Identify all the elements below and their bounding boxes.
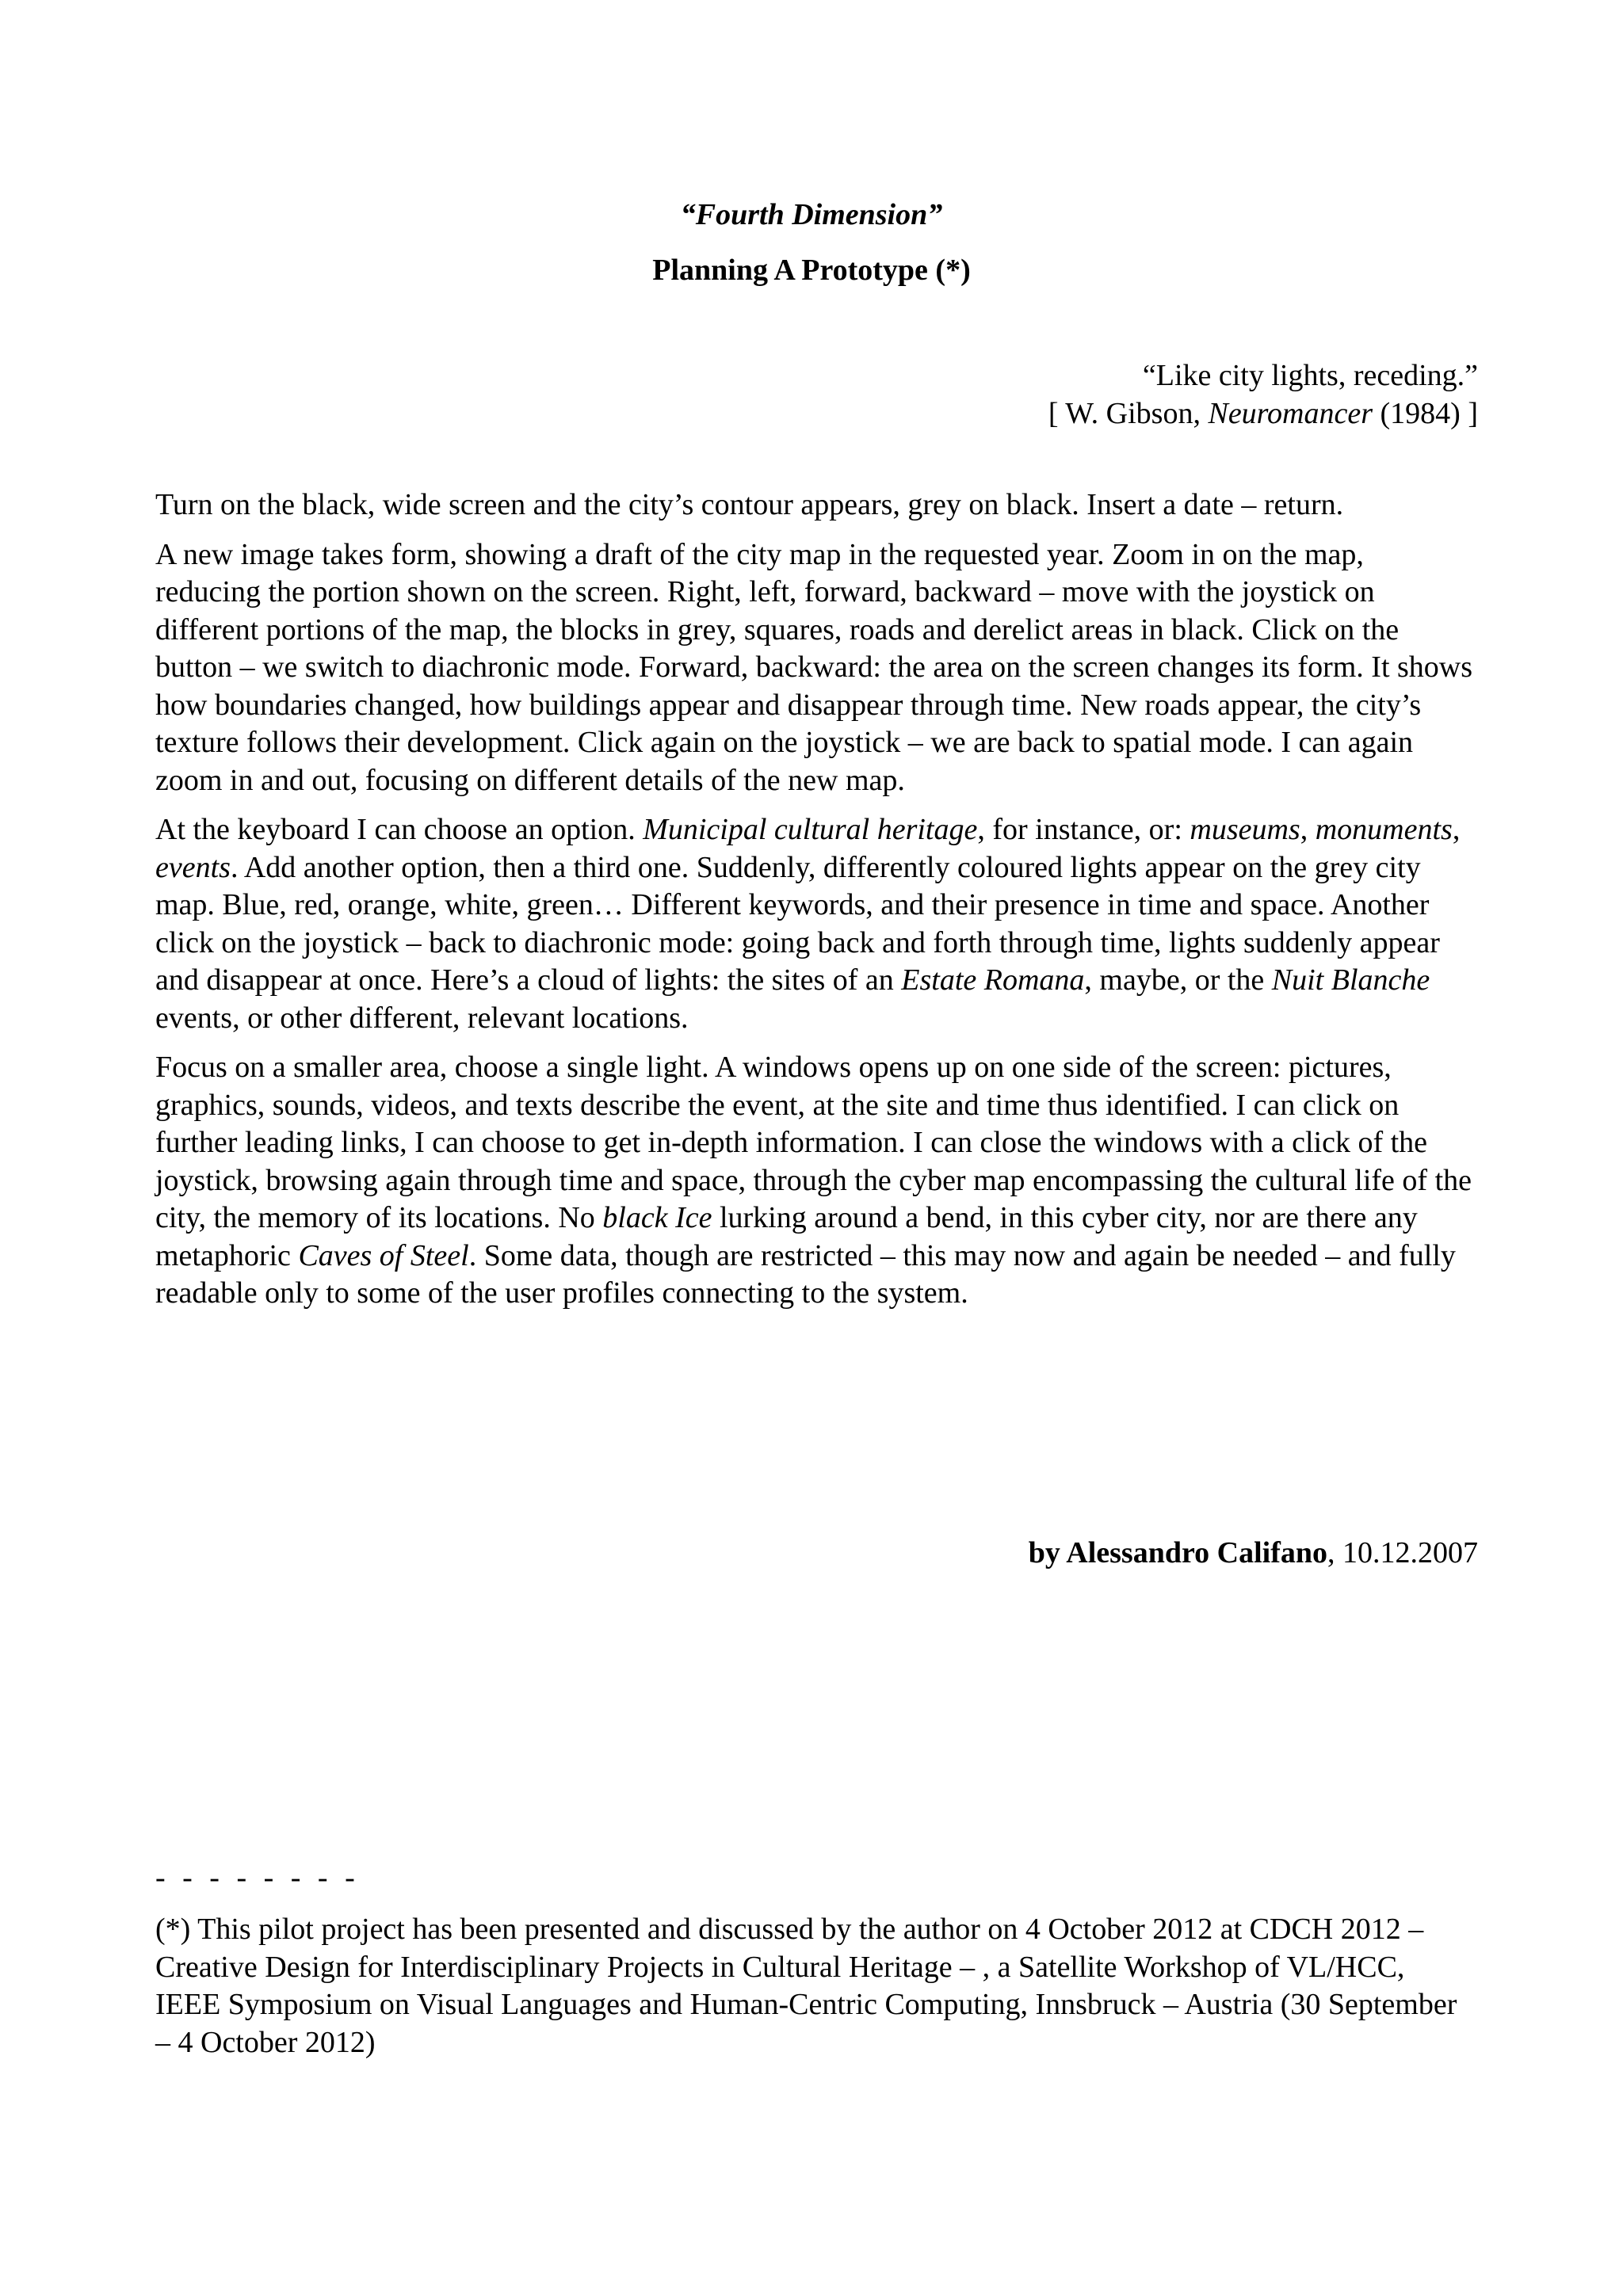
p3-italic-6: Nuit Blanche	[1271, 963, 1430, 997]
p3-text-2: , for instance, or:	[977, 813, 1190, 846]
p4-text-1: Focus on a smaller area, choose a single light. A windows opens up on one side of the screen: pictures, graphics, sounds, videos, and texts describe the event, at the site and time thus identified. I can click on further leading links, I can choose to get in-depth information. I can close the windows with a click of the joystick, browsing again through time and space, through the cyber map encompassing the cultural life of the city, the memory of its locations. No	[155, 1051, 1472, 1234]
p3-text-7: events, or other different, relevant locations.	[155, 1001, 689, 1035]
p3-italic-4: events	[155, 850, 231, 884]
p4-italic-2: Caves of Steel	[298, 1238, 469, 1272]
signature-date: , 10.12.2007	[1327, 1536, 1478, 1569]
p3-text-3: ,	[1300, 813, 1316, 846]
body-text	[155, 486, 1475, 1325]
footnote-separator: - - - - - - - -	[155, 1861, 360, 1894]
p3-italic-5: Estate Romana	[901, 963, 1085, 997]
epigraph-quote: “Like city lights, receding.”	[1142, 359, 1478, 392]
epigraph	[527, 357, 1478, 433]
paragraph-2: A new image takes form, showing a draft of the city map in the requested year. Zoom in on the map, reducing the portion shown on the screen. Right, left, forward, backward – move with the joystick on different portions of the map, the blocks in grey, squares, roads and derelict areas in black. Click on the button – we switch to diachronic mode. Forward, backward: the area on the screen changes its form. It shows how boundaries changed, how buildings appear and disappear through time. New roads appear, the city’s texture follows their development. Click again on the joystick – we are back to spatial mode. I can again zoom in and out, focusing on different details of the new map.	[155, 537, 1473, 797]
p4-text-2: lurking around a bend, in this cyber city, nor are there any metaphoric	[155, 1201, 1418, 1272]
p3-italic-2: museums	[1190, 813, 1300, 846]
p3-text-5: . Add another option, then a third one. Suddenly, differently coloured lights appear on the grey city map. Blue, red, orange, white, green… Different keywords, and their presence in time and space. Another click on the joystick – back to diachronic mode: going back and forth through time, lights suddenly appear and disappear at once. Here’s a cloud of lights: the sites of an	[155, 850, 1440, 997]
p3-text-6: , maybe, or the	[1084, 963, 1272, 997]
paragraph-1: Turn on the black, wide screen and the city’s contour appears, grey on black. Insert a date – return.	[155, 488, 1344, 521]
p3-text-4: ,	[1452, 813, 1461, 846]
document-title: “Fourth Dimension”	[680, 198, 943, 231]
p3-italic-3: monuments	[1315, 813, 1453, 846]
p4-italic-1: black Ice	[602, 1201, 712, 1234]
signature-author: by Alessandro Califano	[1028, 1536, 1327, 1569]
footnote-text: (*) This pilot project has been presented and discussed by the author on 4 October 2012 at CDCH 2012 – Creative Design for Interdisciplinary Projects in Cultural Heritage – , a Satellite Workshop of VL/HCC, IEEE Symposium on Visual Languages and Human-Centric Computing, Innsbruck – Austria (30 September – 4 October 2012)	[155, 1913, 1457, 2059]
document-subtitle: Planning A Prototype (*)	[652, 254, 971, 287]
p3-text-1: At the keyboard I can choose an option.	[155, 813, 643, 846]
p3-italic-1: Municipal cultural heritage	[643, 813, 978, 846]
p4-text-3: . Some data, though are restricted – this may now and again be needed – and fully readable only to some of the user profiles connecting to the system.	[155, 1238, 1456, 1310]
epigraph-attribution	[527, 395, 1478, 433]
paragraph-3	[155, 811, 1475, 1037]
attribution-work: Neuromancer	[1208, 397, 1373, 430]
paragraph-4	[155, 1049, 1475, 1313]
signature	[1029, 1534, 1478, 1572]
attribution-open: [ W. Gibson,	[1048, 397, 1209, 430]
attribution-close: (1984) ]	[1373, 397, 1478, 430]
